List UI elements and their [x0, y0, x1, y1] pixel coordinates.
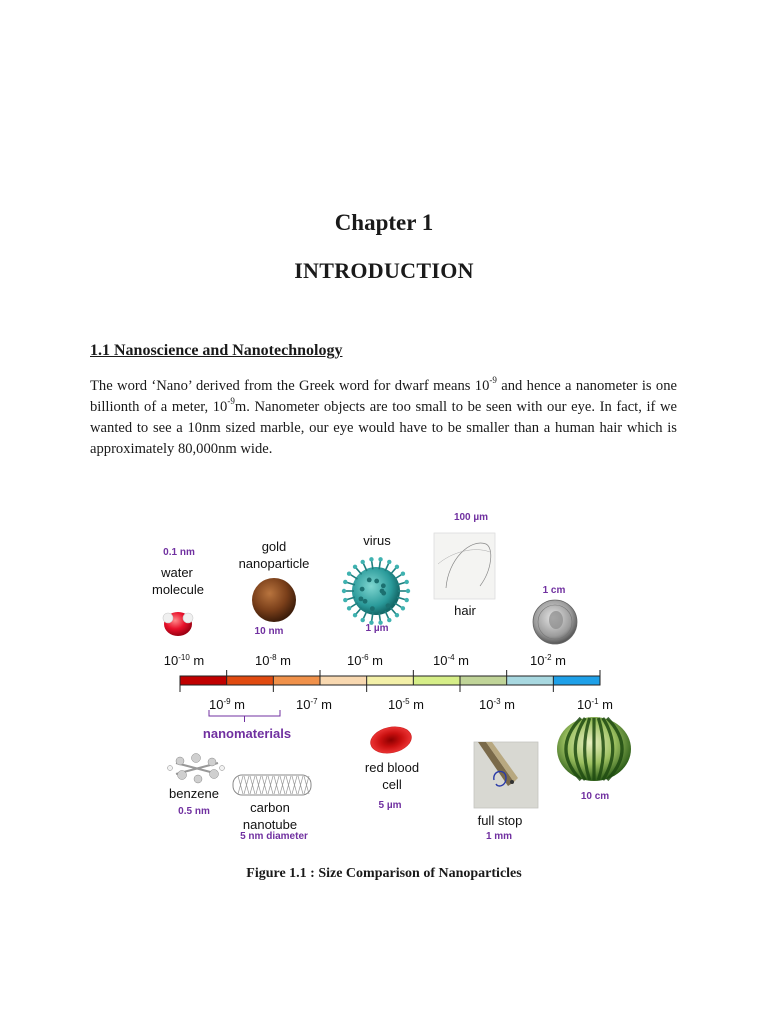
- bottom-tick-3-unit: m: [409, 697, 425, 712]
- virus-surface-dot: [381, 583, 386, 588]
- gold-name-line2: nanoparticle: [238, 556, 310, 571]
- virus-spike-tip: [387, 560, 391, 564]
- watermelon-icon: [557, 717, 631, 781]
- full-stop-photo-icon: [474, 742, 538, 808]
- virus-spike-tip: [347, 571, 351, 575]
- coin-icon: [533, 600, 577, 644]
- top-tick-2: [255, 653, 291, 668]
- top-tick-3-unit: m: [368, 653, 384, 668]
- virus-spike-tip: [343, 580, 347, 584]
- virus-spike-tip: [342, 589, 346, 593]
- rbc-name-line2: cell: [382, 777, 402, 792]
- top-tick-4-base: 10: [432, 653, 448, 668]
- para-text-1: The word ‘Nano’ derived from the Greek word for dwarf means 10: [90, 378, 490, 394]
- coin-size-label: 1 cm: [542, 585, 566, 596]
- bottom-tick-2-base: 10: [295, 697, 311, 712]
- scale-bar: [180, 670, 600, 692]
- virus-size-label: 1 µm: [365, 623, 389, 634]
- para-text-3: m. Nanometer objects are too small to be seen with our eye. In fact, if we wanted to see a 10nm sized marble, our eye would have to be smaller than a human hair which is approximately 80,000nm wide.: [90, 399, 677, 457]
- scale-segment: [367, 676, 414, 685]
- hair-photo-icon: [434, 533, 495, 599]
- top-tick-2-base: 10: [254, 653, 270, 668]
- virus-spike-tip: [405, 580, 409, 584]
- bottom-tick-1-base: 10: [208, 697, 224, 712]
- virus-surface-dot: [360, 587, 365, 592]
- top-tick-1-base: 10: [163, 653, 179, 668]
- bottom-tick-2-exp: -7: [310, 697, 318, 706]
- virus-surface-dot: [381, 591, 386, 596]
- top-tick-5-exp: -2: [544, 653, 552, 662]
- bottom-tick-5-unit: m: [598, 697, 614, 712]
- chapter-subtitle: INTRODUCTION: [294, 258, 474, 283]
- gold-size-label: 10 nm: [254, 626, 284, 637]
- benzene-size-label: 0.5 nm: [178, 806, 210, 817]
- virus-spike-tip: [361, 560, 365, 564]
- virus-surface-dot: [386, 603, 391, 608]
- virus-spike-tip: [347, 606, 351, 610]
- bottom-tick-3-exp: -5: [402, 697, 410, 706]
- top-tick-4-exp: -4: [447, 653, 455, 662]
- virus-spike-tip: [369, 557, 373, 561]
- top-tick-5: [530, 653, 566, 668]
- top-tick-2-exp: -8: [269, 653, 277, 662]
- scale-segment: [507, 676, 554, 685]
- bottom-tick-4-exp: -3: [493, 697, 501, 706]
- virus-spike: [390, 568, 396, 575]
- top-tick-4-unit: m: [454, 653, 470, 668]
- scale-segment: [273, 676, 320, 685]
- bottom-tick-3-base: 10: [387, 697, 403, 712]
- bottom-tick-3: [388, 697, 424, 712]
- rbc-size-label: 5 µm: [378, 800, 402, 811]
- virus-spike-tip: [353, 613, 357, 617]
- virus-spike: [356, 568, 362, 575]
- virus-spike-tip: [387, 618, 391, 622]
- virus-name-label: virus: [363, 533, 391, 548]
- virus-surface-dot: [359, 596, 364, 601]
- para-exponent-1: -9: [489, 375, 497, 386]
- para-text-2: and hence a nanometer is one billionth of a meter, 10: [90, 378, 678, 415]
- top-tick-1: [164, 653, 204, 668]
- benzene-name-label: benzene: [169, 786, 219, 801]
- bottom-tick-1-exp: -9: [223, 697, 231, 706]
- scale-segment: [460, 676, 507, 685]
- scale-segment: [227, 676, 274, 685]
- scale-segment: [553, 676, 600, 685]
- scale-bottom-ticks: [209, 697, 613, 712]
- virus-spike-tip: [406, 589, 410, 593]
- virus-spike-tip: [401, 606, 405, 610]
- intro-paragraph: [90, 376, 677, 460]
- virus-spike-tip: [353, 565, 357, 569]
- bottom-tick-5-base: 10: [576, 697, 592, 712]
- size-comparison-figure: [0, 500, 768, 850]
- top-tick-3-exp: -6: [361, 653, 369, 662]
- bottom-tick-4-unit: m: [500, 697, 516, 712]
- water-size-label: 0.1 nm: [163, 547, 195, 558]
- nanotube-size-label: 5 nm diameter: [240, 831, 308, 842]
- virus-spike-tip: [395, 613, 399, 617]
- section-heading: 1.1 Nanoscience and Nanotechnology: [90, 342, 343, 359]
- nanotube-name-line1: carbon: [250, 800, 290, 815]
- virus-spike: [395, 603, 403, 608]
- watermelon-size-label: 10 cm: [580, 791, 610, 802]
- scale-segment: [180, 676, 227, 685]
- chapter-title: Chapter 1: [334, 210, 434, 235]
- fullstop-size-label: 1 mm: [485, 831, 513, 842]
- rbc-name-line1: red blood: [364, 760, 420, 775]
- top-tick-3: [347, 653, 383, 668]
- water-name-line2: molecule: [151, 582, 205, 597]
- virus-spike-tip: [378, 557, 382, 561]
- virus-surface-dot: [367, 578, 372, 583]
- virus-spike: [350, 574, 358, 579]
- top-tick-1-unit: m: [189, 653, 205, 668]
- virus-spike: [350, 603, 358, 608]
- bottom-tick-4: [479, 697, 515, 712]
- figure-caption: Figure 1.1 : Size Comparison of Nanoparticles: [246, 866, 522, 881]
- virus-spike-tip: [405, 598, 409, 602]
- virus-spike-tip: [343, 598, 347, 602]
- scale-segment: [320, 676, 367, 685]
- bottom-tick-5-exp: -1: [591, 697, 599, 706]
- gold-nanoparticle-icon: [252, 578, 296, 622]
- top-tick-5-unit: m: [551, 653, 567, 668]
- benzene-icon: [168, 754, 225, 784]
- top-tick-4: [433, 653, 469, 668]
- scale-top-ticks: [164, 653, 566, 668]
- bottom-tick-2: [296, 697, 332, 712]
- virus-spike: [356, 608, 362, 615]
- para-exponent-2: -9: [227, 396, 235, 407]
- top-tick-2-unit: m: [276, 653, 292, 668]
- bottom-tick-1-unit: m: [230, 697, 246, 712]
- bottom-tick-5: [577, 697, 613, 712]
- carbon-nanotube-icon: [233, 775, 311, 795]
- red-blood-cell-icon: [368, 723, 414, 757]
- figure-svg: [0, 500, 768, 850]
- hair-size-label: 100 µm: [453, 512, 489, 523]
- virus-surface-dot: [374, 579, 379, 584]
- virus-spike: [395, 574, 403, 579]
- virus-icon: [342, 557, 410, 625]
- virus-spike-tip: [361, 618, 365, 622]
- fullstop-name-label: full stop: [477, 813, 523, 828]
- virus-spike-tip: [395, 565, 399, 569]
- hair-name-label: hair: [454, 603, 476, 618]
- nanotube-name-line2: nanotube: [242, 817, 298, 832]
- bottom-tick-4-base: 10: [478, 697, 494, 712]
- virus-spike-tip: [401, 571, 405, 575]
- virus-spike: [390, 608, 396, 615]
- top-tick-5-base: 10: [529, 653, 545, 668]
- virus-surface-dot: [370, 606, 375, 611]
- gold-name-line1: gold: [261, 539, 287, 554]
- water-name-line1: water: [161, 565, 193, 580]
- scale-segment: [413, 676, 460, 685]
- bottom-tick-2-unit: m: [317, 697, 333, 712]
- top-tick-1-exp: -10: [178, 653, 190, 662]
- bottom-tick-1: [209, 697, 245, 712]
- water-molecule-icon: [163, 612, 193, 636]
- virus-surface-dot: [363, 599, 368, 604]
- nanomaterials-label: nanomaterials: [202, 726, 292, 741]
- top-tick-3-base: 10: [346, 653, 362, 668]
